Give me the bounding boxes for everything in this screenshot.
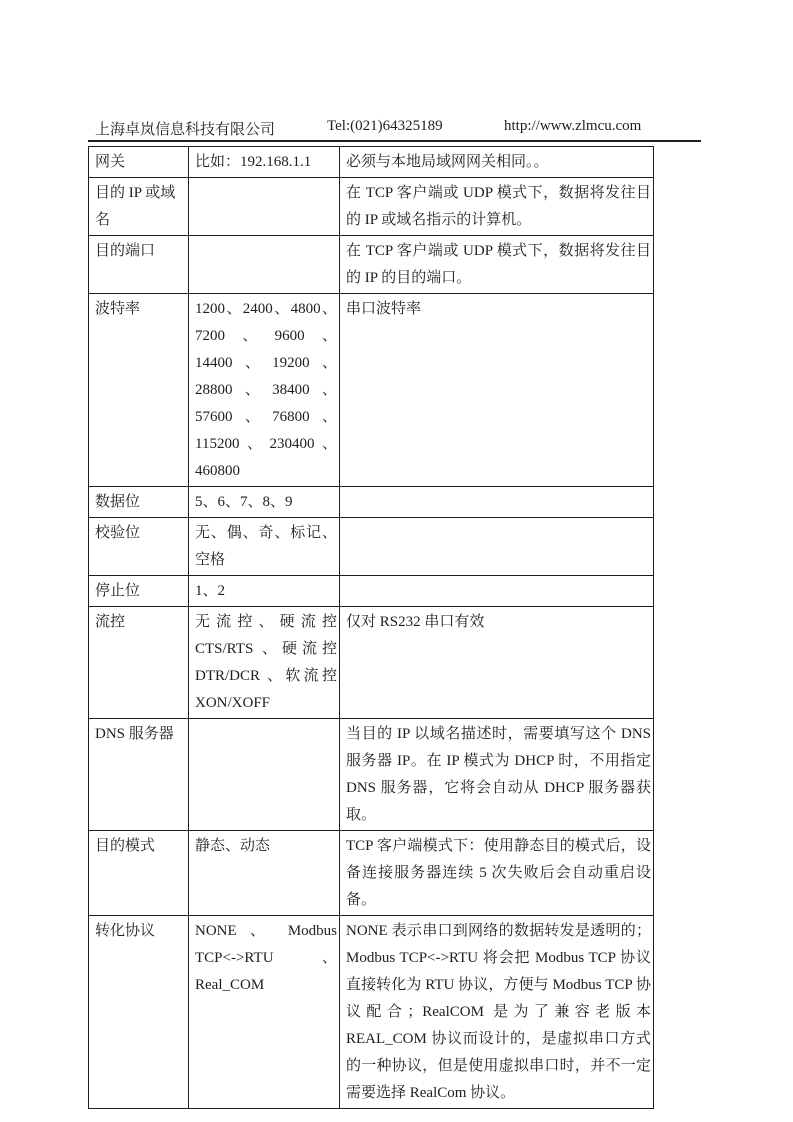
param-name-cell: 目的 IP 或域名	[89, 178, 189, 236]
param-desc-cell	[340, 487, 654, 518]
header-divider	[88, 140, 701, 142]
settings-table	[88, 146, 654, 1109]
table-row-dns-server	[89, 719, 654, 831]
table-row-dest-port	[89, 236, 654, 294]
param-value-cell: 5、6、7、8、9	[189, 487, 340, 518]
param-desc-cell	[340, 576, 654, 607]
param-name-cell: 数据位	[89, 487, 189, 518]
param-name-cell: 转化协议	[89, 916, 189, 1109]
param-desc-cell: 串口波特率	[340, 294, 654, 487]
table-row-conversion-protocol	[89, 916, 654, 1109]
param-desc-cell: 在 TCP 客户端或 UDP 模式下，数据将发往目的 IP 或域名指示的计算机。	[340, 178, 654, 236]
param-name-cell: 校验位	[89, 518, 189, 576]
table-row-dest-mode	[89, 831, 654, 916]
param-name-cell: 目的模式	[89, 831, 189, 916]
param-name-cell: 目的端口	[89, 236, 189, 294]
param-desc-cell: TCP 客户端模式下：使用静态目的模式后，设备连接服务器连续 5 次失败后会自动重启设备。	[340, 831, 654, 916]
param-value-cell: 1200、2400、4800、7200、9600、14400、19200、28800、38400、57600、76800、115200、230400、460800	[189, 294, 340, 487]
param-desc-cell: 在 TCP 客户端或 UDP 模式下，数据将发往目的 IP 的目的端口。	[340, 236, 654, 294]
table-row-dest-ip	[89, 178, 654, 236]
header-website-url: http://www.zlmcu.com	[504, 118, 642, 134]
param-desc-cell: 必须与本地局域网网关相同。。	[340, 147, 654, 178]
param-value-cell	[189, 236, 340, 294]
param-value-cell	[189, 178, 340, 236]
param-value-cell: NONE 、 Modbus TCP<->RTU、Real_COM	[189, 916, 340, 1109]
table-row-baud-rate	[89, 294, 654, 487]
param-value-cell: 静态、动态	[189, 831, 340, 916]
param-value-cell: 无流控、硬流控 CTS/RTS 、硬流控 DTR/DCR 、软流控 XON/XOFF	[189, 607, 340, 719]
param-desc-cell: NONE 表示串口到网络的数据转发是透明的；Modbus TCP<->RTU 将会把 Modbus TCP 协议直接转化为 RTU 协议，方便与 Modbus TCP 协议配合；RealCOM 是为了兼容老版本 REAL_COM 协议而设计的，是虚拟串口方式的一种协议，但是使用虚拟串口时，并不一定需要选择 RealCom 协议。	[340, 916, 654, 1109]
table-row-parity	[89, 518, 654, 576]
param-name-cell: DNS 服务器	[89, 719, 189, 831]
param-desc-cell	[340, 518, 654, 576]
param-desc-cell: 仅对 RS232 串口有效	[340, 607, 654, 719]
param-name-cell: 停止位	[89, 576, 189, 607]
param-value-cell: 1、2	[189, 576, 340, 607]
header-telephone: Tel:(021)64325189	[327, 118, 443, 134]
company-name: 上海卓岚信息科技有限公司	[95, 122, 276, 138]
table-row-flow-control	[89, 607, 654, 719]
page-header	[0, 118, 793, 140]
table-row-data-bits	[89, 487, 654, 518]
param-value-cell: 比如：192.168.1.1	[189, 147, 340, 178]
param-name-cell: 流控	[89, 607, 189, 719]
param-name-cell: 网关	[89, 147, 189, 178]
param-name-cell: 波特率	[89, 294, 189, 487]
table-row-stop-bits	[89, 576, 654, 607]
param-value-cell	[189, 719, 340, 831]
table-row-gateway	[89, 147, 654, 178]
param-value-cell: 无、偶、奇、标记、空格	[189, 518, 340, 576]
param-desc-cell: 当目的 IP 以域名描述时，需要填写这个 DNS 服务器 IP。在 IP 模式为 DHCP 时，不用指定 DNS 服务器，它将会自动从 DHCP 服务器获取。	[340, 719, 654, 831]
